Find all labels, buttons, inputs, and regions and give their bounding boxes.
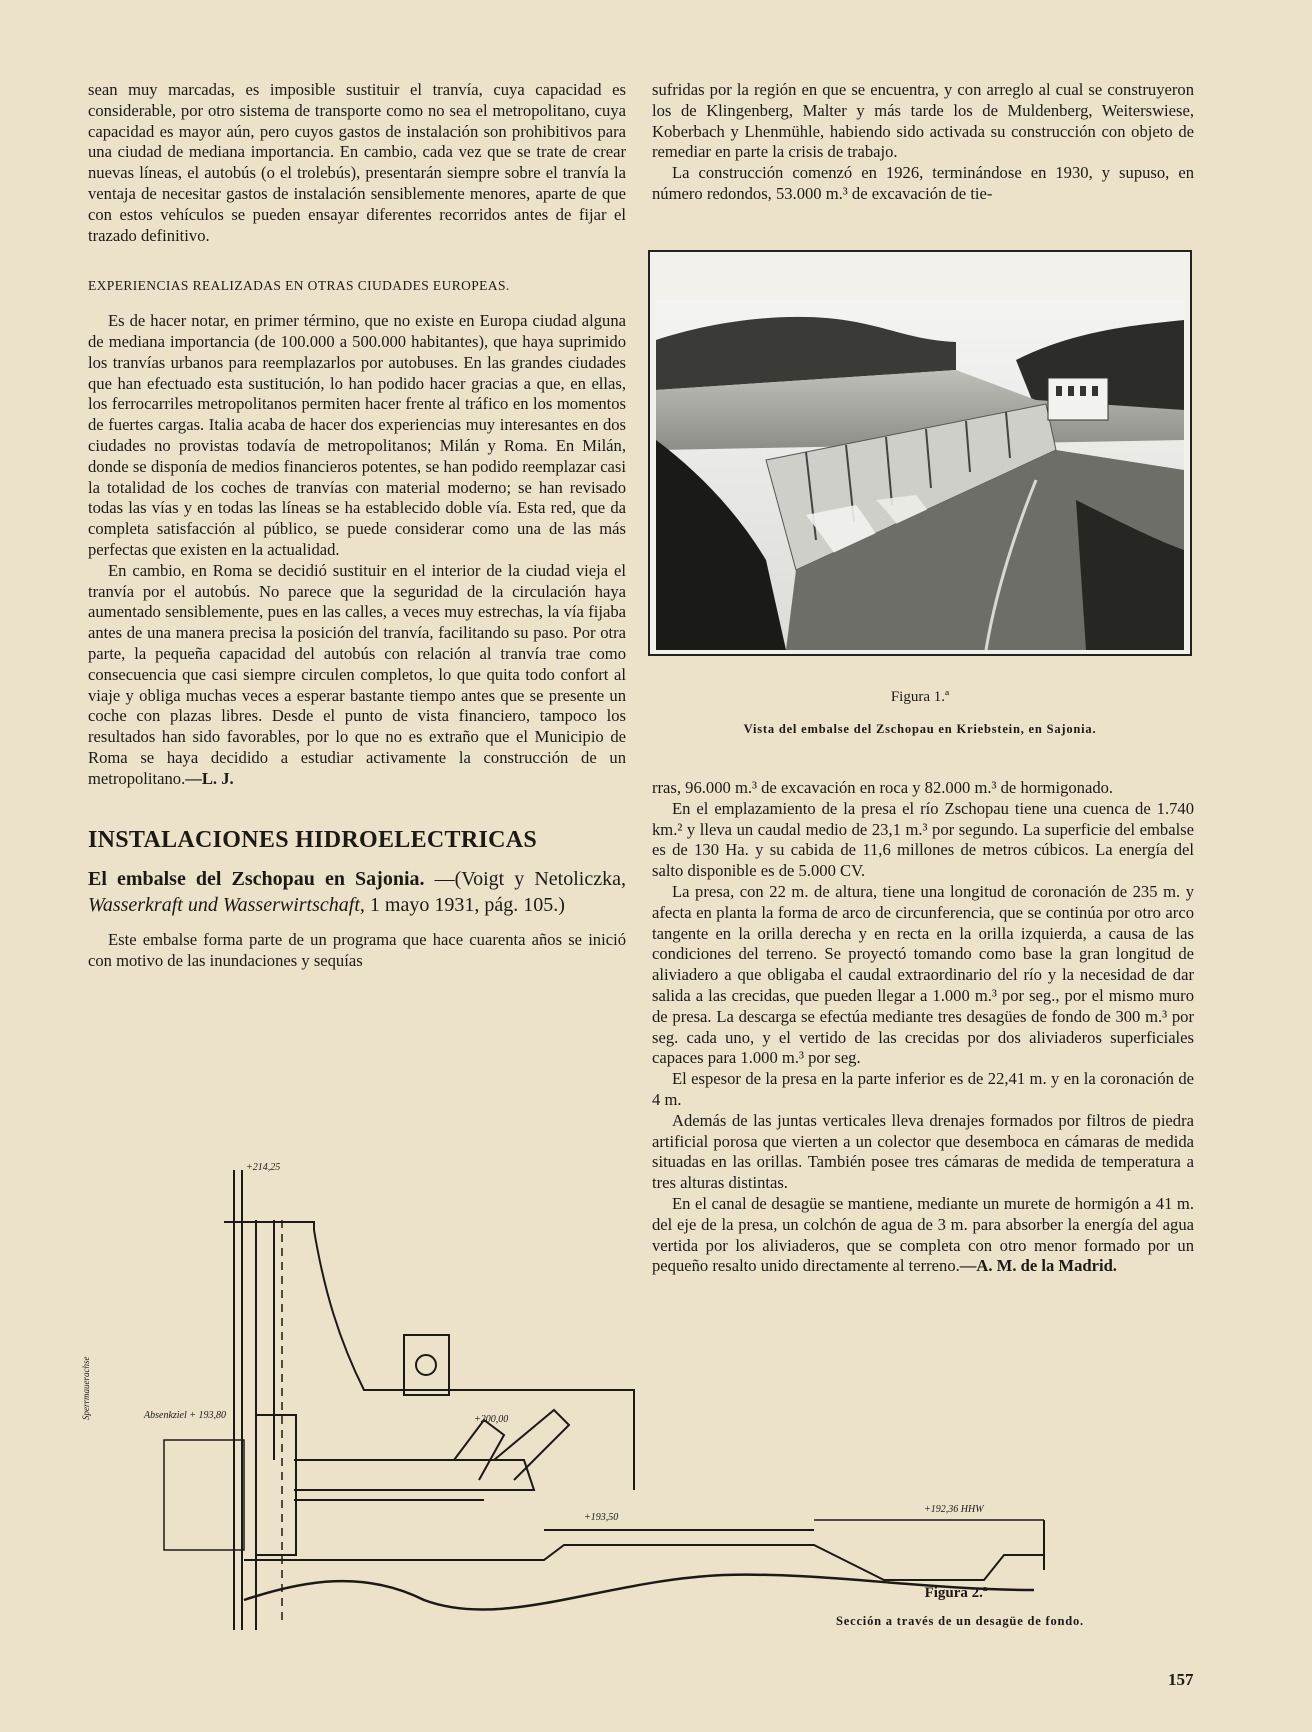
thickness-paragraph: El espesor de la presa en la parte inferior es de 22,41 m. y en la coronación de 4 m. — [652, 1069, 1194, 1109]
article-intro: Este embalse forma parte de un programa que hace cuarenta años se inició con motivo de las inundaciones y sequías — [88, 930, 626, 971]
right-column-top — [652, 80, 1194, 205]
continuation-paragraph: sufridas por la región en que se encuentra, y con arreglo al cual se construyeron los de Klingenberg, Malter y más tarde los de Muldenberg, Weiterswiese, Koberbach y Lhenmühle, habiendo sido activada su construcción con objeto de remediar en parte la crisis de trabajo. — [652, 80, 1194, 162]
page-number: 157 — [1168, 1670, 1194, 1689]
left-column — [88, 80, 626, 972]
dam-paragraph: La presa, con 22 m. de altura, tiene una longitud de coronación de 235 m. y afecta en planta la forma de arco de circunferencia, que se continúa por otro arco tangente en la orilla derecha y en recta en la orilla izquierda, a causa de las condiciones del terreno. Se proyectó tomando como base la gran longitud de aliviadero a que obligaba el caudal extraordinario del río y la necesidad de dar salida a las crecidas, que pueden llegar a 1.000 m.³ por seg., por el mismo muro de presa. La descarga se efectúa mediante tres desagües de fondo de 300 m.³ por seg. cada uno, y el vertido de las crecidas por dos aliviaderos superficiales capaces para 1.000 m.³ por seg. — [652, 881, 1194, 1068]
figure-2-title: Figura 2.ª — [924, 1585, 988, 1601]
dam-photograph — [656, 300, 1184, 650]
channel-paragraph-text: En el canal de desagüe se mantiene, mediante un murete de hormigón a 41 m. del eje de la presa, un colchón de agua de 3 m. para absorber la energía del agua vertida por los aliviaderos, que se completa con otro menor formado por un pequeño resalto unido directamente al terreno. — [652, 1193, 1194, 1276]
article-title-main: El embalse del Zschopau en Sajonia. — [88, 868, 425, 891]
excavation-paragraph: rras, 96.000 m.³ de excavación en roca y 82.000 m.³ de hormigonado. — [652, 778, 1114, 797]
section-heading: EXPERIENCIAS REALIZADAS EN OTRAS CIUDADES EUROPEAS. — [88, 278, 510, 294]
section-title-hydro: INSTALACIONES HIDROELECTRICAS — [88, 826, 538, 853]
article-source-prefix: —(Voigt y Netoliczka, — [424, 868, 626, 891]
paragraph-experiences: Es de hacer notar, en primer término, que no existe en Europa ciudad alguna de mediana importancia (de 100.000 a 500.000 habitantes), que haya suprimido los tranvías urbanos para reemplazarlos por autobuses. En las grandes ciudades que han efectuado esta sustitución, lo han podido hacer gracias a que, en ellas, los ferrocarriles metropolitanos permiten hacer frente al tráfico en los momentos de fuertes cargas. Italia acaba de hacer dos experiencias muy interesantes en dos ciudades no provistas todavía de metropolitanos; Milán y Roma. En Milán, donde se disponía de medios financieros potentes, se han podido reemplazar casi la totalidad de los coches de tranvías con material moderno; se han revisado todas las vías y en todas las líneas se ha establecido doble vía. Esta red, que da completa satisfacción al público, se puede considerar como una de las más perfectas que existen en la actualidad. — [88, 311, 626, 559]
figure-2-caption: Sección a través de un desagüe de fondo. — [836, 1614, 1084, 1628]
elevation-200-label: +200,00 — [474, 1414, 509, 1425]
dam-axis-label: Sperrmauerachse — [81, 1356, 91, 1420]
section-diagram — [81, 1160, 1154, 1630]
crest-elevation-label: +214,25 — [246, 1162, 281, 1173]
channel-author: —A. M. de la Madrid. — [959, 1256, 1117, 1276]
paragraph-rome — [88, 561, 626, 790]
hhw-label: +192,36 HHW — [924, 1504, 984, 1515]
figure-1-caption: Vista del embalse del Zschopau en Kriebstein, en Sajonia. — [743, 722, 1097, 736]
catchment-paragraph: En el emplazamiento de la presa el río Zschopau tiene una cuenca de 1.740 km.² y lleva un caudal medio de 23,1 m.³ por segundo. La superficie del embalse es de 130 Ha. y su cabida de 11,6 millones de metros cúbicos. La energía del salto disponible es de 5.000 CV. — [652, 798, 1194, 881]
article-source-journal: Wasserkraft und Wasserwirtschaft, — [88, 894, 365, 917]
author-initials: —L. J. — [185, 768, 234, 788]
paragraph-rome-text: En cambio, en Roma se decidió sustituir en el interior de la ciudad vieja el tranvía por el autobús. No parece que la seguridad de la circulación haya aumentado sensiblemente, pues en las calles, a veces muy estrechas, la vía fijaba antes de una manera precisa la posición del tranvía, facilitando su paso. Por otra parte, la pequeña capacidad del autobús con relación al tranvía trae como consecuencia que casi siempre circulen completos, lo que quita todo confort al viaje y obliga muchas veces a esperar bastante tiempo antes que se presente un coche con plazas libres. Desde el punto de vista financiero, tampoco los resultados han sido favorables, por lo que no es extraño que el Municipio de Roma se haya decidido a estudiar activamente la construcción de un metropolitano. — [88, 560, 626, 788]
article-title — [88, 866, 626, 918]
article-source-date: 1 mayo 1931, pág. 105.) — [364, 894, 565, 917]
figure-1-frame — [648, 250, 1192, 656]
intro-paragraph: sean muy marcadas, es imposible sustituir el tranvía, cuya capacidad es considerable, por otro sistema de transporte como no sea el metropolitano, cuya capacidad es mayor aún, pero cuyos gastos de instalación son prohibitivos para una ciudad de mediana importancia. En cambio, cada vez que se trate de crear nuevas líneas, el autobús (o el trolebús), presentarán siempre sobre el tranvía la ventaja de necesitar gastos de instalación sensiblemente menores, aparte de que con estos vehículos se pueden ensayar diferentes recorridos antes de fijar el trazado definitivo. — [88, 80, 626, 245]
figure-1-title: Figura 1.ª — [890, 689, 950, 705]
construction-paragraph: La construcción comenzó en 1926, terminándose en 1930, y supuso, en número redondos, 53.000 m.³ de excavación de tie- — [652, 163, 1194, 203]
drawdown-label: Absenkziel + 193,80 — [144, 1410, 227, 1421]
joints-paragraph: Además de las juntas verticales lleva drenajes formados por filtros de piedra artificial porosa que vierten a un colector que desemboca en cámaras de medida situadas en las orillas. También posee tres cámaras de medida de temperatura a tres alturas distintas. — [652, 1110, 1194, 1193]
elevation-193-label: +193,50 — [584, 1512, 619, 1523]
